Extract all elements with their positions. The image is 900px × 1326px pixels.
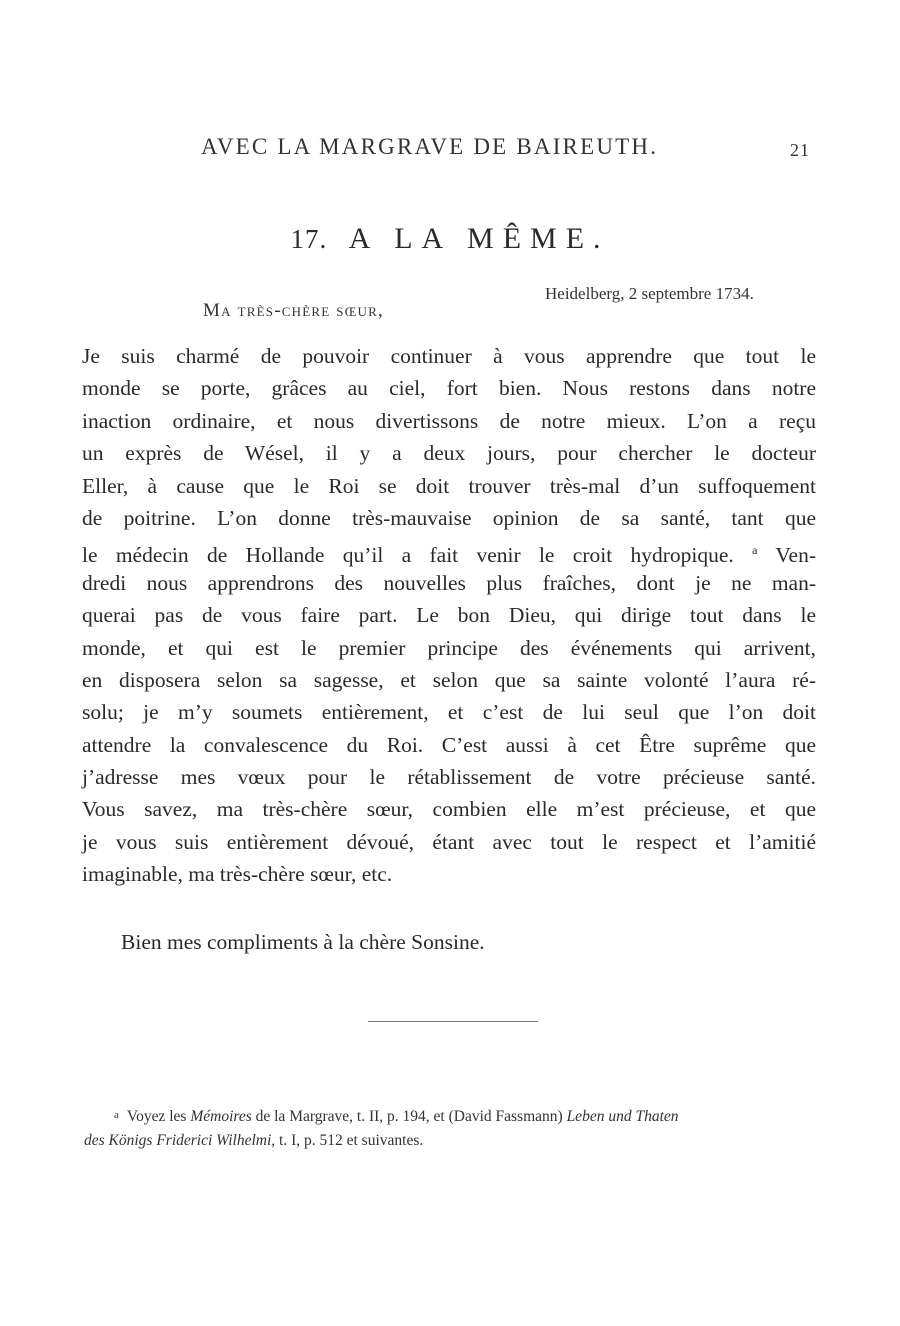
body-line-with-footnote-ref (82, 534, 816, 566)
footnote-italic-title: Leben und Thaten (566, 1108, 679, 1125)
letter-number: 17. (290, 224, 328, 254)
footnote (84, 1103, 818, 1153)
footnote-mark: a (114, 1109, 119, 1121)
body-line: un exprès de Wésel, il y a deux jours, pour chercher le docteur (82, 441, 816, 466)
running-title: AVEC LA MARGRAVE DE BAIREUTH. (201, 134, 659, 159)
body-line: je vous suis entièrement dévoué, étant avec tout le respect et l’amitié (82, 829, 816, 854)
footnote-text: t. I, p. 512 et suivantes. (279, 1132, 424, 1149)
body-line-text: le médecin de Hollande qu’il a fait venir le croit hydropique. (82, 543, 734, 568)
body-line: Je suis charmé de pouvoir continuer à vous apprendre que tout le (82, 344, 816, 368)
footnote-italic-title: des Königs Friderici Wilhelmi, (84, 1132, 276, 1149)
body-line-text: Ven- (775, 543, 816, 568)
section-divider (368, 1021, 538, 1022)
body-line: monde, et qui est le premier principe des événements qui arrivent, (82, 635, 816, 660)
dateline: Heidelberg, 2 septembre 1734. (545, 284, 754, 303)
body-line: dredi nous apprendrons des nouvelles plus fraîches, dont je ne man- (82, 570, 816, 595)
page-number: 21 (790, 140, 810, 160)
body-line: de poitrine. L’on donne très-mauvaise opinion de sa santé, tant que (82, 505, 816, 530)
footnote-text: de la Margrave, t. II, p. 194, et (David Fassmann) (255, 1108, 563, 1125)
body-line: monde se porte, grâces au ciel, fort bien. Nous restons dans notre (82, 376, 816, 401)
body-line: solu; je m’y soumets entièrement, et c’est de lui seul que l’on doit (82, 700, 816, 725)
footnote-italic-title: Mémoires (190, 1108, 252, 1125)
body-line: imaginable, ma très-chère sœur, etc. (82, 862, 393, 887)
body-line: en disposera selon sa sagesse, et selon que sa sainte volonté l’aura ré- (82, 667, 816, 692)
letter-title: A LA MÊME. (348, 222, 610, 255)
body-line: attendre la convalescence du Roi. C’est aussi à cet Être suprême que (82, 732, 816, 757)
running-head (0, 134, 900, 164)
letter-heading (0, 222, 900, 256)
body-line: inaction ordinaire, et nous divertissons de notre mieux. L’on a reçu (82, 408, 816, 433)
body-line: Vous savez, ma très-chère sœur, combien elle m’est précieuse, et que (82, 797, 816, 822)
footnote-reference: a (752, 543, 758, 558)
postscript: Bien mes compliments à la chère Sonsine. (121, 930, 485, 954)
salutation: Ma très-chère sœur, (203, 300, 384, 321)
footnote-line (84, 1103, 818, 1128)
footnote-line (84, 1128, 818, 1153)
body-line: querai pas de vous faire part. Le bon Dieu, qui dirige tout dans le (82, 603, 816, 628)
body-line: Eller, à cause que le Roi se doit trouver très-mal d’un suffoquement (82, 473, 816, 498)
letter-body (82, 340, 816, 891)
footnote-text: Voyez les (126, 1108, 187, 1125)
body-line: j’adresse mes vœux pour le rétablissement de votre précieuse santé. (82, 765, 816, 790)
